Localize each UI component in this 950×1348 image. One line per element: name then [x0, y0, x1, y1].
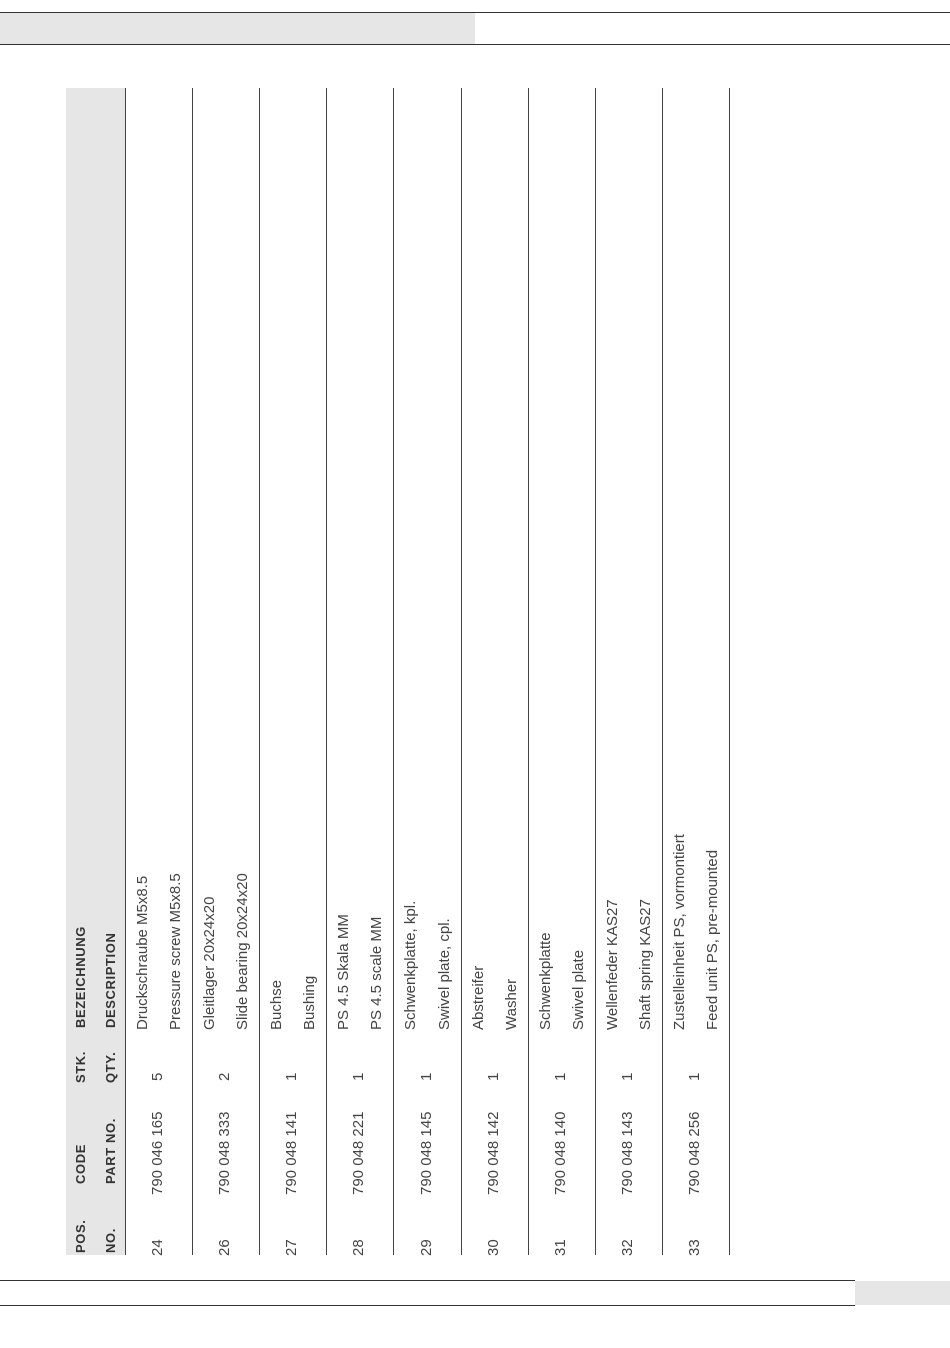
row-separator: [259, 88, 260, 1255]
cell-part-no: 790 048 140: [552, 1111, 569, 1195]
cell-part-no: 790 048 145: [418, 1111, 435, 1195]
header-no: NO.: [103, 1228, 118, 1253]
header-separator: [125, 88, 126, 1255]
cell-qty: 1: [283, 1072, 300, 1081]
cell-qty: 1: [686, 1072, 703, 1081]
row-separator: [326, 88, 327, 1255]
cell-description-en: Bushing: [301, 975, 318, 1030]
cell-part-no: 790 048 256: [686, 1111, 703, 1195]
cell-pos: 27: [283, 1239, 300, 1256]
row-separator: [729, 88, 730, 1255]
header-description: DESCRIPTION: [103, 932, 118, 1028]
cell-qty: 1: [552, 1072, 569, 1081]
cell-qty: 1: [485, 1072, 502, 1081]
cell-part-no: 790 048 221: [350, 1111, 367, 1195]
header-pos: POS.: [73, 1219, 88, 1253]
cell-description-en: Pressure screw M5x8.5: [167, 873, 184, 1030]
cell-qty: 1: [619, 1072, 636, 1081]
bottom-rule-lower: [0, 1305, 855, 1306]
cell-pos: 26: [216, 1239, 233, 1256]
row-separator: [192, 88, 193, 1255]
cell-description-de: Abstreifer: [470, 965, 487, 1030]
header-bezeichnung: BEZEICHNUNG: [73, 926, 88, 1028]
cell-description-en: Swivel plate: [570, 949, 587, 1030]
row-separator: [528, 88, 529, 1255]
header-qty: QTY.: [103, 1051, 118, 1083]
cell-description-de: Gleitlager 20x24x20: [201, 896, 218, 1030]
cell-description-de: PS 4.5 Skala MM: [335, 914, 352, 1030]
cell-qty: 5: [149, 1072, 166, 1081]
header-code: CODE: [73, 1144, 88, 1184]
cell-part-no: 790 048 143: [619, 1111, 636, 1195]
cell-pos: 30: [485, 1239, 502, 1256]
row-separator: [393, 88, 394, 1255]
cell-description-en: Feed unit PS, pre-mounted: [704, 849, 721, 1030]
header-stk: STK.: [73, 1050, 88, 1083]
cell-qty: 1: [350, 1072, 367, 1081]
cell-pos: 24: [149, 1239, 166, 1256]
cell-pos: 28: [350, 1239, 367, 1256]
cell-description-de: Buchse: [268, 979, 285, 1030]
bottom-grey-band: [855, 1281, 950, 1305]
top-grey-band: [0, 13, 475, 44]
cell-description-en: Swivel plate, cpl.: [436, 918, 453, 1030]
row-separator: [461, 88, 462, 1255]
cell-description-de: Druckschraube M5x8.5: [134, 875, 151, 1030]
bottom-rule-upper: [0, 1280, 855, 1281]
cell-qty: 1: [418, 1072, 435, 1081]
cell-description-en: Slide bearing 20x24x20: [234, 873, 251, 1030]
cell-qty: 2: [216, 1072, 233, 1081]
cell-part-no: 790 048 141: [283, 1111, 300, 1195]
cell-pos: 32: [619, 1239, 636, 1256]
header-part-no: PART NO.: [103, 1118, 118, 1184]
cell-part-no: 790 048 333: [216, 1111, 233, 1195]
row-separator: [662, 88, 663, 1255]
cell-pos: 33: [686, 1239, 703, 1256]
cell-description-en: PS 4.5 scale MM: [368, 916, 385, 1030]
top-rule-lower: [0, 44, 950, 45]
cell-pos: 31: [552, 1239, 569, 1256]
cell-part-no: 790 046 165: [149, 1111, 166, 1195]
cell-description-en: Washer: [503, 978, 520, 1030]
cell-description-de: Schwenkplatte, kpl.: [402, 900, 419, 1030]
cell-description-de: Schwenkplatte: [537, 932, 554, 1030]
row-separator: [595, 88, 596, 1255]
cell-description-de: Wellenfeder KAS27: [604, 899, 621, 1030]
cell-pos: 29: [418, 1239, 435, 1256]
cell-description-en: Shaft spring KAS27: [637, 899, 654, 1030]
cell-description-de: Zustelleinheit PS, vormontiert: [671, 834, 688, 1030]
cell-part-no: 790 048 142: [485, 1111, 502, 1195]
